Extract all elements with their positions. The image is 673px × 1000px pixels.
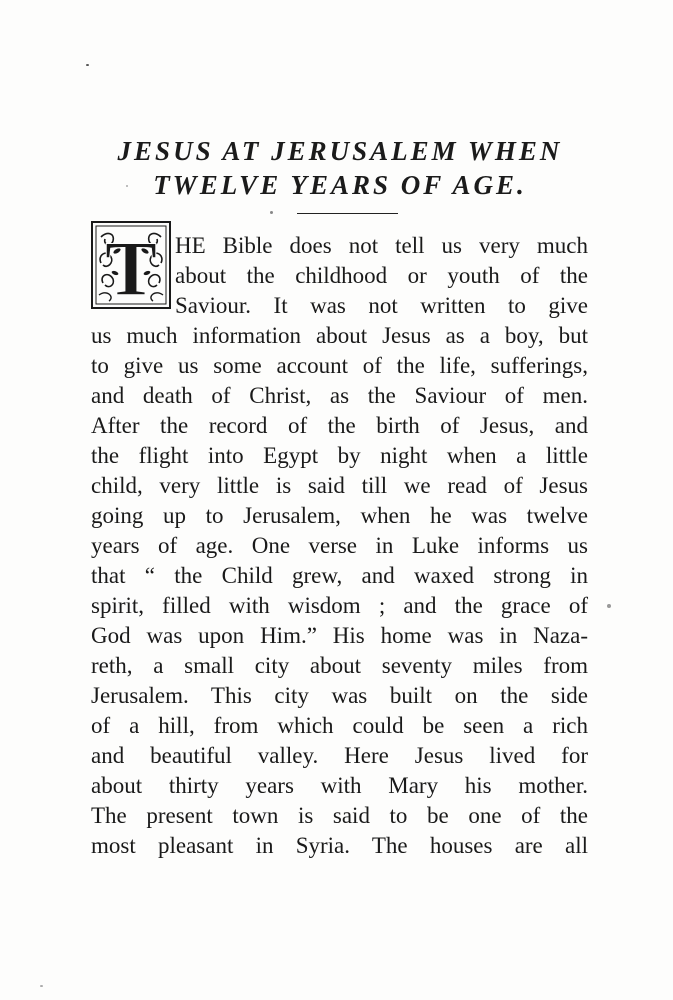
title-rule — [297, 213, 398, 214]
paper-speck — [126, 185, 128, 187]
text-line: Jerusalem. This city was built on the side — [91, 683, 588, 708]
text-line: most pleasant in Syria. The houses are all — [91, 833, 588, 858]
text-line: and death of Christ, as the Saviour of men. — [91, 383, 588, 408]
text-line: about the childhood or youth of the — [175, 263, 588, 288]
dropcap-letter: T — [104, 225, 158, 307]
text-line: child, very little is said till we read of Jesus — [91, 473, 588, 498]
text-line: going up to Jerusalem, when he was twelve — [91, 503, 588, 528]
text-line: the flight into Egypt by night when a little — [91, 443, 588, 468]
text-line: spirit, filled with wisdom ; and the grace of — [91, 593, 588, 618]
paper-speck — [607, 604, 611, 608]
text-line: reth, a small city about seventy miles from — [91, 653, 588, 678]
text-line: Saviour. It was not written to give — [175, 293, 588, 318]
text-line: about thirty years with Mary his mother. — [91, 773, 588, 798]
text-line: The present town is said to be one of the — [91, 803, 588, 828]
text-line: and beautiful valley. Here Jesus lived for — [91, 743, 588, 768]
text-line: us much information about Jesus as a boy, but — [91, 323, 588, 348]
text-line: years of age. One verse in Luke informs us — [91, 533, 588, 558]
dropcap-ornament — [93, 223, 169, 307]
text-line: that “ the Child grew, and waxed strong in — [91, 563, 588, 588]
chapter-title-line-2: TWELVE YEARS OF AGE. — [153, 170, 527, 200]
paper-speck — [270, 211, 273, 214]
text-line: HE Bible does not tell us very much — [175, 233, 588, 258]
text-line: God was upon Him.” His home was in Naza- — [91, 623, 588, 648]
text-line: to give us some account of the life, sufferings, — [91, 353, 588, 378]
text-line: After the record of the birth of Jesus, and — [91, 413, 588, 438]
paper-speck — [86, 64, 89, 66]
paper-speck — [40, 985, 43, 987]
text-line: of a hill, from which could be seen a rich — [91, 713, 588, 738]
ornamental-initial-icon — [91, 221, 171, 309]
chapter-title-line-1: JESUS AT JERUSALEM WHEN — [117, 136, 563, 166]
